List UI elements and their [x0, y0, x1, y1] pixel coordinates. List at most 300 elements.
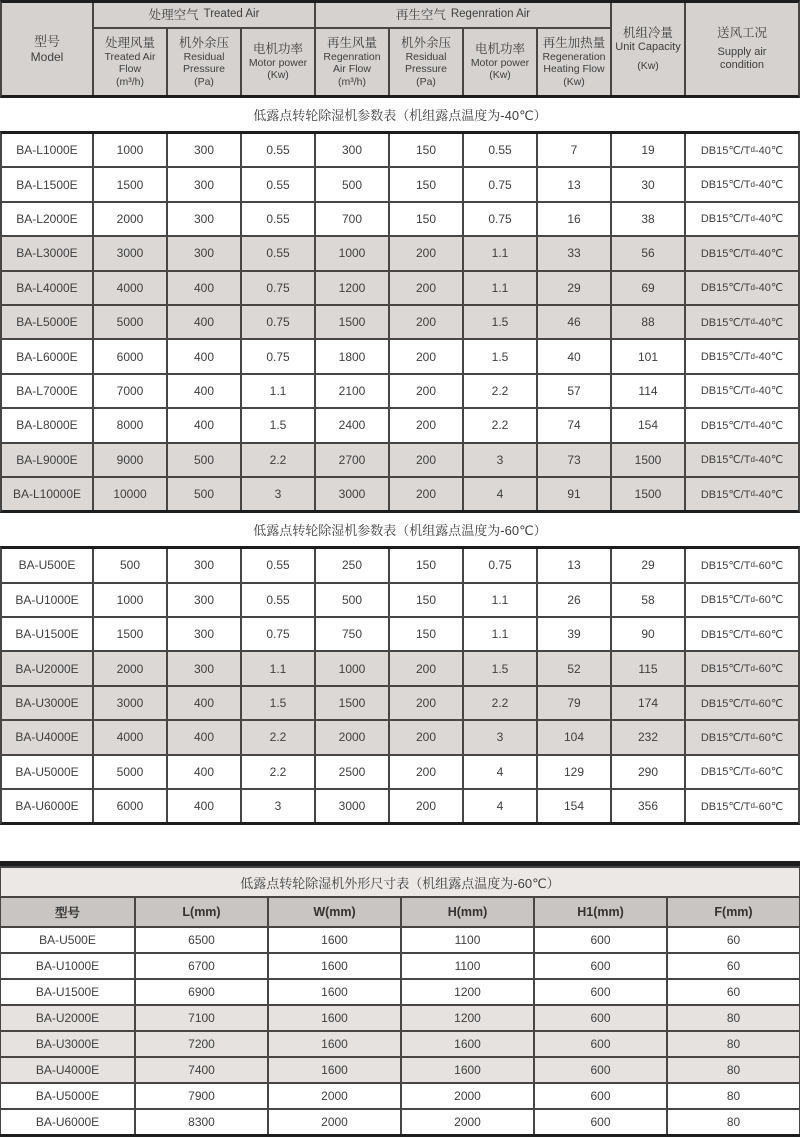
cell-value: 8000: [94, 409, 166, 441]
cell-supply-condition: DB15℃/T d -60℃: [686, 618, 798, 650]
cell-model: BA-L5000E: [2, 306, 92, 338]
cell-value: 2100: [316, 375, 388, 407]
cell-value: 1.1: [242, 375, 314, 407]
model-label-en: Model: [30, 49, 64, 64]
cell-value: 200: [390, 237, 462, 269]
table-row: [2, 340, 798, 372]
cell-value: 1200: [316, 272, 388, 304]
cell-value: 150: [390, 618, 462, 650]
cell-value: 0.75: [242, 618, 314, 650]
cell-value: 3: [464, 444, 536, 476]
cell-value: 0.55: [242, 584, 314, 616]
cell-value: 1.5: [242, 687, 314, 719]
cell-value: 101: [612, 340, 684, 372]
cell-value: 200: [390, 375, 462, 407]
cell-value: 200: [390, 687, 462, 719]
cell-value: 200: [390, 652, 462, 684]
cell-value: 2500: [316, 756, 388, 788]
cell-value: 1100: [402, 928, 533, 952]
model-label-zh: 型号: [33, 34, 60, 50]
cell-value: 600: [535, 1006, 666, 1030]
cell-value: 500: [316, 584, 388, 616]
cell-value: 7000: [94, 375, 166, 407]
table-row: [2, 478, 798, 510]
spec-table-minus60: [0, 546, 800, 825]
table-row: [2, 134, 798, 166]
cell-supply-condition: DB15℃/T d -40℃: [686, 168, 798, 200]
cell-model: BA-L1500E: [2, 168, 92, 200]
dim-header-h: H(mm): [402, 898, 533, 926]
cell-model: BA-U6000E: [1, 1110, 134, 1134]
column-header-residual-pressure-1: 机外余压 Residual Pressure (Pa): [168, 29, 240, 95]
cell-value: 750: [316, 618, 388, 650]
cell-value: 2000: [94, 203, 166, 235]
column-header-treated-air-flow: 处理风量 Treated Air Flow (m³/h): [94, 29, 166, 95]
cell-value: 1500: [316, 306, 388, 338]
cell-value: 3: [242, 790, 314, 822]
dim-header-model: 型号: [1, 898, 134, 926]
cell-value: 300: [168, 168, 240, 200]
cell-value: 74: [538, 409, 610, 441]
cell-value: 400: [168, 721, 240, 753]
cell-model: BA-U5000E: [1, 1084, 134, 1108]
table-row: [1, 954, 799, 978]
cell-value: 6900: [136, 980, 267, 1004]
cell-value: 13: [538, 168, 610, 200]
cell-value: 600: [535, 1058, 666, 1082]
cell-supply-condition: DB15℃/T d -60℃: [686, 687, 798, 719]
cell-value: 2000: [402, 1084, 533, 1108]
cell-value: 250: [316, 549, 388, 581]
table-row: [2, 375, 798, 407]
group-header-regeneration-air: [316, 3, 610, 27]
cell-value: 39: [538, 618, 610, 650]
cell-value: 88: [612, 306, 684, 338]
cell-value: 1600: [269, 980, 400, 1004]
cell-value: 0.75: [242, 340, 314, 372]
spec-table-header: [0, 0, 800, 98]
cell-value: 200: [390, 409, 462, 441]
cell-value: 2000: [94, 652, 166, 684]
cell-supply-condition: DB15℃/T d -40℃: [686, 237, 798, 269]
cell-model: BA-L1000E: [2, 134, 92, 166]
cell-value: 174: [612, 687, 684, 719]
table-row: [1, 1006, 799, 1030]
table-row: [2, 652, 798, 684]
cell-value: 7100: [136, 1006, 267, 1030]
table-row: [1, 980, 799, 1004]
table-row: [2, 721, 798, 753]
cell-value: 16: [538, 203, 610, 235]
table-row: [1, 928, 799, 952]
dim-header-f: F(mm): [668, 898, 799, 926]
cell-model: BA-U1000E: [2, 584, 92, 616]
table-row: [2, 203, 798, 235]
cell-value: 80: [668, 1058, 799, 1082]
cell-value: 60: [668, 928, 799, 952]
cell-value: 69: [612, 272, 684, 304]
cell-value: 10000: [94, 478, 166, 510]
cell-value: 52: [538, 652, 610, 684]
cell-value: 80: [668, 1032, 799, 1056]
cell-value: 4000: [94, 272, 166, 304]
cell-value: 300: [168, 237, 240, 269]
cell-value: 200: [390, 306, 462, 338]
cell-value: 500: [168, 478, 240, 510]
cell-value: 0.75: [242, 306, 314, 338]
cell-value: 80: [668, 1110, 799, 1134]
cell-value: 400: [168, 306, 240, 338]
cell-value: 150: [390, 203, 462, 235]
cell-value: 2000: [269, 1084, 400, 1108]
cell-model: BA-U5000E: [2, 756, 92, 788]
cell-value: 60: [668, 954, 799, 978]
cell-value: 1600: [269, 1032, 400, 1056]
column-header-unit-capacity: 机组冷量 Unit Capacity (Kw): [612, 3, 684, 95]
cell-value: 8300: [136, 1110, 267, 1134]
cell-supply-condition: DB15℃/T d -40℃: [686, 340, 798, 372]
cell-model: BA-U500E: [1, 928, 134, 952]
cell-value: 1600: [402, 1058, 533, 1082]
column-header-residual-pressure-2: 机外余压 Residual Pressure (Pa): [390, 29, 462, 95]
cell-value: 500: [94, 549, 166, 581]
cell-value: 7900: [136, 1084, 267, 1108]
dimension-table: [0, 861, 800, 1137]
cell-value: 600: [535, 928, 666, 952]
table-row: [2, 687, 798, 719]
cell-value: 500: [316, 168, 388, 200]
cell-value: 600: [535, 1032, 666, 1056]
cell-value: 600: [535, 1110, 666, 1134]
cell-value: 700: [316, 203, 388, 235]
dimension-table-top-bar: [0, 861, 800, 866]
dim-header-w: W(mm): [269, 898, 400, 926]
cell-model: BA-U2000E: [1, 1006, 134, 1030]
cell-value: 150: [390, 549, 462, 581]
cell-value: 1600: [402, 1032, 533, 1056]
cell-value: 58: [612, 584, 684, 616]
cell-supply-condition: DB15℃/T d -60℃: [686, 652, 798, 684]
cell-value: 0.75: [464, 168, 536, 200]
cell-value: 3: [464, 721, 536, 753]
cell-value: 2.2: [242, 756, 314, 788]
cell-value: 0.55: [242, 134, 314, 166]
cell-value: 300: [168, 618, 240, 650]
cell-value: 1500: [94, 168, 166, 200]
cell-value: 19: [612, 134, 684, 166]
cell-value: 300: [168, 203, 240, 235]
cell-value: 7400: [136, 1058, 267, 1082]
cell-value: 4000: [94, 721, 166, 753]
cell-value: 2400: [316, 409, 388, 441]
cell-value: 500: [168, 444, 240, 476]
cell-value: 38: [612, 203, 684, 235]
cell-value: 90: [612, 618, 684, 650]
cell-value: 3000: [94, 687, 166, 719]
cell-model: BA-U3000E: [2, 687, 92, 719]
cell-value: 57: [538, 375, 610, 407]
cell-value: 40: [538, 340, 610, 372]
cell-model: BA-U1500E: [2, 618, 92, 650]
dimension-rows: [1, 928, 799, 1134]
cell-value: 200: [390, 790, 462, 822]
cell-value: 104: [538, 721, 610, 753]
cell-value: 1800: [316, 340, 388, 372]
cell-value: 1.5: [464, 306, 536, 338]
column-header-motor-power-2: 电机功率 Motor power (Kw): [464, 29, 536, 95]
cell-model: BA-U1000E: [1, 954, 134, 978]
cell-model: BA-L3000E: [2, 237, 92, 269]
cell-value: 79: [538, 687, 610, 719]
section-title-minus40: 低露点转轮除湿机参数表（机组露点温度为-40℃）: [0, 98, 800, 131]
cell-model: BA-L7000E: [2, 375, 92, 407]
table-row: [2, 790, 798, 822]
cell-value: 2.2: [464, 687, 536, 719]
cell-value: 2.2: [464, 375, 536, 407]
cell-value: 400: [168, 687, 240, 719]
cell-supply-condition: DB15℃/T d -60℃: [686, 756, 798, 788]
cell-value: 91: [538, 478, 610, 510]
cell-value: 0.75: [464, 203, 536, 235]
cell-value: 154: [538, 790, 610, 822]
cell-value: 33: [538, 237, 610, 269]
cell-value: 300: [168, 584, 240, 616]
cell-value: 9000: [94, 444, 166, 476]
cell-value: 290: [612, 756, 684, 788]
cell-value: 6500: [136, 928, 267, 952]
dim-header-h1: H1(mm): [535, 898, 666, 926]
dim-header-l: L(mm): [136, 898, 267, 926]
table-row: [1, 1084, 799, 1108]
cell-value: 2.2: [242, 444, 314, 476]
cell-value: 154: [612, 409, 684, 441]
table-row: [2, 584, 798, 616]
cell-value: 1.1: [464, 272, 536, 304]
cell-value: 6000: [94, 790, 166, 822]
cell-value: 200: [390, 478, 462, 510]
cell-value: 115: [612, 652, 684, 684]
cell-value: 3: [242, 478, 314, 510]
table-row: [2, 237, 798, 269]
cell-value: 0.55: [242, 168, 314, 200]
table-row: [2, 618, 798, 650]
cell-supply-condition: DB15℃/T d -60℃: [686, 721, 798, 753]
cell-value: 0.55: [242, 549, 314, 581]
cell-supply-condition: DB15℃/T d -40℃: [686, 272, 798, 304]
table-row: [2, 444, 798, 476]
cell-value: 150: [390, 134, 462, 166]
column-header-regeneration-heating-flow: 再生加热量 Regeneration Heating Flow (Kw): [538, 29, 610, 95]
cell-value: 1.5: [242, 409, 314, 441]
cell-value: 356: [612, 790, 684, 822]
cell-value: 600: [535, 954, 666, 978]
cell-value: 129: [538, 756, 610, 788]
cell-value: 56: [612, 237, 684, 269]
cell-value: 1.1: [242, 652, 314, 684]
table-row: [1, 1032, 799, 1056]
cell-model: BA-U4000E: [1, 1058, 134, 1082]
cell-value: 30: [612, 168, 684, 200]
table-row: [2, 168, 798, 200]
cell-model: BA-U6000E: [2, 790, 92, 822]
cell-value: 3000: [94, 237, 166, 269]
cell-value: 400: [168, 756, 240, 788]
cell-model: BA-U1500E: [1, 980, 134, 1004]
cell-model: BA-U500E: [2, 549, 92, 581]
cell-model: BA-L8000E: [2, 409, 92, 441]
cell-value: 400: [168, 409, 240, 441]
spec-table-minus40: [0, 131, 800, 513]
cell-supply-condition: DB15℃/T d -40℃: [686, 375, 798, 407]
cell-value: 200: [390, 340, 462, 372]
cell-value: 300: [168, 134, 240, 166]
table-gap: [0, 825, 800, 861]
cell-supply-condition: DB15℃/T d -40℃: [686, 444, 798, 476]
cell-value: 7200: [136, 1032, 267, 1056]
cell-value: 4: [464, 756, 536, 788]
cell-value: 300: [168, 652, 240, 684]
cell-value: 60: [668, 980, 799, 1004]
cell-value: 1600: [269, 928, 400, 952]
cell-value: 2000: [316, 721, 388, 753]
cell-value: 3000: [316, 790, 388, 822]
table-row: [1, 1110, 799, 1134]
cell-model: BA-L6000E: [2, 340, 92, 372]
cell-value: 2.2: [464, 409, 536, 441]
column-header-motor-power-1: 电机功率 Motor power (Kw): [242, 29, 314, 95]
cell-value: 1000: [316, 652, 388, 684]
cell-value: 0.55: [242, 203, 314, 235]
cell-value: 1500: [612, 478, 684, 510]
cell-value: 13: [538, 549, 610, 581]
cell-value: 1600: [269, 1006, 400, 1030]
column-header-regeneration-air-flow: 再生风量 Regenration Air Flow (m³/h): [316, 29, 388, 95]
cell-value: 5000: [94, 756, 166, 788]
cell-supply-condition: DB15℃/T d -40℃: [686, 409, 798, 441]
cell-value: 1.1: [464, 237, 536, 269]
cell-value: 0.75: [242, 272, 314, 304]
cell-model: BA-L10000E: [2, 478, 92, 510]
cell-value: 73: [538, 444, 610, 476]
cell-value: 2000: [402, 1110, 533, 1134]
cell-value: 114: [612, 375, 684, 407]
cell-value: 26: [538, 584, 610, 616]
cell-value: 200: [390, 721, 462, 753]
cell-value: 400: [168, 790, 240, 822]
cell-value: 1000: [316, 237, 388, 269]
cell-value: 1500: [612, 444, 684, 476]
cell-value: 600: [535, 1084, 666, 1108]
cell-model: BA-U4000E: [2, 721, 92, 753]
cell-value: 200: [390, 272, 462, 304]
cell-value: 0.55: [242, 237, 314, 269]
table-row: [2, 409, 798, 441]
section-title-minus60: 低露点转轮除湿机参数表（机组露点温度为-60℃）: [0, 513, 800, 546]
cell-supply-condition: DB15℃/T d -40℃: [686, 478, 798, 510]
cell-value: 46: [538, 306, 610, 338]
cell-value: 29: [612, 549, 684, 581]
cell-model: BA-L2000E: [2, 203, 92, 235]
cell-value: 150: [390, 584, 462, 616]
cell-model: BA-U3000E: [1, 1032, 134, 1056]
group-header-treated-air: [94, 3, 314, 27]
cell-value: 1500: [94, 618, 166, 650]
cell-value: 600: [535, 980, 666, 1004]
cell-value: 400: [168, 272, 240, 304]
cell-value: 2.2: [242, 721, 314, 753]
cell-supply-condition: DB15℃/T d -40℃: [686, 134, 798, 166]
cell-value: 2000: [269, 1110, 400, 1134]
cell-value: 5000: [94, 306, 166, 338]
column-header-model: [2, 3, 92, 95]
cell-value: 400: [168, 340, 240, 372]
cell-value: 80: [668, 1084, 799, 1108]
regen-air-en: Regenration Air: [450, 8, 531, 21]
cell-value: 3000: [316, 478, 388, 510]
cell-value: 1.5: [464, 652, 536, 684]
cell-value: 200: [390, 756, 462, 788]
table-row: [2, 272, 798, 304]
cell-value: 1200: [402, 980, 533, 1004]
cell-value: 1600: [269, 1058, 400, 1082]
cell-value: 200: [390, 444, 462, 476]
cell-value: 1500: [316, 687, 388, 719]
dimension-table-title: 低露点转轮除湿机外形尺寸表（机组露点温度为-60℃）: [1, 868, 799, 896]
column-header-supply-air-condition: 送风工况 Supply air condition: [686, 3, 798, 95]
cell-value: 1.5: [464, 340, 536, 372]
table-row: [1, 1058, 799, 1082]
dimension-table-header: [1, 898, 799, 926]
cell-value: 232: [612, 721, 684, 753]
cell-value: 1.1: [464, 618, 536, 650]
cell-value: 0.55: [464, 134, 536, 166]
cell-value: 1200: [402, 1006, 533, 1030]
cell-value: 300: [316, 134, 388, 166]
cell-value: 300: [168, 549, 240, 581]
cell-value: 1.1: [464, 584, 536, 616]
cell-value: 80: [668, 1006, 799, 1030]
regen-air-zh: 再生空气: [395, 7, 446, 22]
table-row: [2, 306, 798, 338]
cell-value: 7: [538, 134, 610, 166]
cell-value: 0.75: [464, 549, 536, 581]
cell-supply-condition: DB15℃/T d -60℃: [686, 549, 798, 581]
cell-supply-condition: DB15℃/T d -40℃: [686, 306, 798, 338]
cell-value: 1600: [269, 954, 400, 978]
cell-value: 6700: [136, 954, 267, 978]
cell-value: 1000: [94, 584, 166, 616]
cell-supply-condition: DB15℃/T d -60℃: [686, 790, 798, 822]
cell-model: BA-U2000E: [2, 652, 92, 684]
cell-value: 1100: [402, 954, 533, 978]
treated-air-en: Treated Air: [203, 8, 260, 21]
cell-value: 150: [390, 168, 462, 200]
cell-value: 400: [168, 375, 240, 407]
cell-value: 1000: [94, 134, 166, 166]
cell-value: 4: [464, 478, 536, 510]
cell-model: BA-L4000E: [2, 272, 92, 304]
cell-model: BA-L9000E: [2, 444, 92, 476]
cell-supply-condition: DB15℃/T d -40℃: [686, 203, 798, 235]
cell-value: 29: [538, 272, 610, 304]
cell-value: 4: [464, 790, 536, 822]
cell-value: 2700: [316, 444, 388, 476]
cell-supply-condition: DB15℃/T d -60℃: [686, 584, 798, 616]
cell-value: 6000: [94, 340, 166, 372]
table-row: [2, 549, 798, 581]
table-row: [2, 756, 798, 788]
treated-air-zh: 处理空气: [148, 7, 199, 22]
